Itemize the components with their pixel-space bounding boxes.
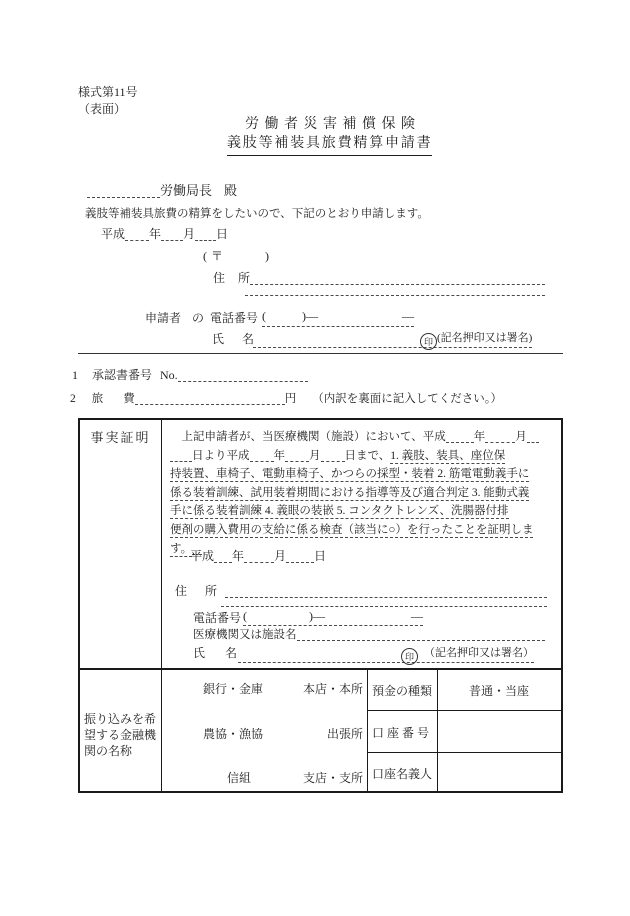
text-segment: 氏 xyxy=(193,646,206,660)
applicant-name-label xyxy=(212,331,254,347)
fact-text-line xyxy=(170,484,562,503)
text-segment: 住 xyxy=(175,584,188,598)
text-segment: 年 xyxy=(473,431,486,443)
text-segment: 日 xyxy=(216,227,229,241)
spacer xyxy=(325,619,411,620)
applicant-phone-label xyxy=(145,310,258,326)
blank-fill-field xyxy=(178,369,308,382)
text-segment: 平成 xyxy=(101,227,126,241)
text-segment: 年 xyxy=(273,449,285,462)
institution-name-line xyxy=(193,627,545,643)
text-segment: 月 xyxy=(309,449,321,462)
spacer xyxy=(318,319,402,320)
certifier-address-blank-2 xyxy=(221,592,547,608)
text-segment: 医療機関又は施設名 xyxy=(193,629,297,641)
fact-certification-text xyxy=(170,428,562,558)
text-segment: 年 xyxy=(232,549,245,563)
spacer xyxy=(247,619,309,620)
seal-mark: 印 xyxy=(401,648,418,665)
blank-fill-field xyxy=(245,283,545,296)
form-number: 様式第11号 xyxy=(78,85,138,99)
text-segment: — xyxy=(402,309,414,323)
addressee-line xyxy=(87,183,237,199)
bank-type-option: 銀行・金庫 xyxy=(203,682,264,696)
applicant-name-field xyxy=(253,329,532,348)
text-segment: 2 xyxy=(70,393,76,405)
certifier-name-label xyxy=(193,645,237,661)
blank-fill-field xyxy=(321,449,345,462)
fact-certification-label: 事実証明 xyxy=(90,430,151,445)
branch-type-option: 本店・本所 xyxy=(302,682,363,696)
application-statement: 義肢等補装具旅費の精算をしたいので、下記のとおり申請します。 xyxy=(85,208,429,220)
account-number-label: 口座番号 xyxy=(371,726,432,740)
blank-fill-field xyxy=(297,628,545,641)
text-segment: 円 xyxy=(284,393,297,405)
text-segment: 承認書番号 xyxy=(92,368,153,382)
text-segment: 電話番号 xyxy=(210,311,259,325)
fact-text-line xyxy=(170,465,562,484)
spacer xyxy=(152,378,160,379)
spacer xyxy=(225,281,238,282)
text-segment: 日 xyxy=(314,549,327,563)
underlined-text: 持装置、車椅子、電動車椅子、かつらの採型・装着 2. 筋電電動義手に xyxy=(170,468,530,481)
text-segment: の xyxy=(192,311,205,325)
blank-fill-field xyxy=(161,228,183,241)
certifier-address-label xyxy=(175,583,217,599)
text-segment: 住 xyxy=(213,271,226,285)
bank-label-line: 望する金融機 xyxy=(84,728,157,742)
side-label: （表面） xyxy=(78,102,127,116)
fact-text-line xyxy=(170,447,562,466)
text-segment: 所 xyxy=(205,584,218,598)
text-segment: No. xyxy=(160,368,178,382)
text-segment: ( xyxy=(262,309,266,323)
certifier-date-line xyxy=(190,548,326,564)
text-segment: 平成 xyxy=(190,549,215,563)
postal-code-line xyxy=(203,248,269,264)
application-date-line xyxy=(101,226,228,242)
blank-fill-field xyxy=(87,185,160,198)
bank-row-divider-2 xyxy=(367,752,561,753)
spacer xyxy=(187,594,205,595)
bank-row-divider-1 xyxy=(367,710,561,711)
insurance-title: 労働者災害補償保険 xyxy=(245,117,421,132)
branch-type-option: 支店・支所 xyxy=(302,771,363,785)
text-segment: ( xyxy=(243,609,247,623)
blank-fill-field xyxy=(285,449,309,462)
blank-fill-field xyxy=(286,550,314,563)
spacer xyxy=(223,259,265,260)
branch-type-option: 出張所 xyxy=(326,727,363,741)
underlined-text: す。 xyxy=(170,542,193,555)
underlined-text: 係る装着訓練、試用装着期間における指導等及び適合判定 3. 能動式義 xyxy=(170,486,530,499)
blank-fill-field xyxy=(170,449,192,462)
section-divider xyxy=(78,353,563,354)
fact-text-line xyxy=(170,428,562,447)
text-segment: — xyxy=(411,609,423,623)
blank-fill-field xyxy=(527,430,539,443)
document-title: 義肢等補装具旅費精算申請書 xyxy=(227,136,432,156)
spacer xyxy=(103,401,123,402)
blank-fill-field xyxy=(214,550,232,563)
text-segment: 氏 xyxy=(212,332,225,346)
applicant-phone-field xyxy=(262,309,414,327)
text-segment: 月 xyxy=(183,227,196,241)
text-segment: 上記申請者が、当医療機関（施設）において、平成 xyxy=(170,431,446,443)
bank-label-line: 関の名称 xyxy=(84,744,133,758)
certifier-phone-label: 電話番号 xyxy=(193,611,242,625)
applicant-address-blank-2 xyxy=(245,281,545,297)
text-segment: ) xyxy=(265,249,270,263)
label-column-divider xyxy=(161,420,162,791)
blank-fill-field xyxy=(485,430,515,443)
text-segment: )— xyxy=(309,609,325,623)
approval-number-line xyxy=(72,367,308,383)
text-segment: （内訳を裏面に記入してください。） xyxy=(312,393,502,405)
bank-section-label xyxy=(84,711,160,759)
underlined-text: 1. 義肢、装具、座位保 xyxy=(390,449,506,462)
text-segment: 費 xyxy=(123,393,135,405)
text-segment: 日より平成 xyxy=(192,449,250,462)
certification-table xyxy=(78,418,563,793)
fact-text-line xyxy=(170,502,562,521)
blank-fill-field xyxy=(195,228,216,241)
text-segment: 殿 xyxy=(224,183,238,198)
certifier-phone-field xyxy=(243,609,423,626)
blank-fill-field xyxy=(125,228,149,241)
blank-fill-field xyxy=(250,449,274,462)
seal-note: （記名押印又は署名） xyxy=(424,647,534,659)
text-segment: 所 xyxy=(238,271,251,285)
seal-mark: 印 xyxy=(420,333,437,350)
bank-label-line: 振り込みを希 xyxy=(84,712,157,726)
text-segment: 名 xyxy=(225,646,238,660)
underlined-text: 便剤の購入費用の支給に係る検査（該当に○）を行ったことを証明しま xyxy=(170,523,534,536)
blank-fill-field xyxy=(244,550,274,563)
bank-type-option: 信組 xyxy=(227,771,252,785)
travel-expense-line xyxy=(70,391,502,407)
spacer xyxy=(266,319,302,320)
account-holder-label: 口座名義人 xyxy=(371,767,432,781)
spacer xyxy=(78,378,92,379)
text-segment: 旅 xyxy=(91,393,104,405)
text-segment: 月 xyxy=(515,431,527,443)
deposit-type-label: 預金の種類 xyxy=(371,684,432,698)
spacer xyxy=(76,401,92,402)
text-segment: 月 xyxy=(274,549,287,563)
text-segment: ( xyxy=(203,249,207,263)
deposit-type-value: 普通・当座 xyxy=(468,684,529,698)
text-segment: 〒 xyxy=(211,249,224,263)
text-segment: 日まで、 xyxy=(344,449,391,462)
certifier-name-field xyxy=(238,644,534,663)
blank-fill-field xyxy=(221,594,547,607)
name-blank-space xyxy=(253,340,420,341)
spacer xyxy=(224,342,242,343)
text-segment: )— xyxy=(302,309,318,323)
underlined-text: 手に係る装着訓練 4. 義眼の装嵌 5. コンタクトレンズ、洗腸器付排 xyxy=(170,505,509,518)
text-segment: 1 xyxy=(72,368,78,382)
fact-bank-divider xyxy=(80,668,561,670)
fact-text-line xyxy=(170,521,562,540)
text-segment: 労働局長 xyxy=(160,183,213,198)
blank-fill-field xyxy=(135,392,285,405)
bank-type-option: 農協・漁協 xyxy=(203,727,264,741)
seal-note: (記名押印又は署名) xyxy=(437,332,533,344)
text-segment: 名 xyxy=(242,332,255,346)
name-blank-space xyxy=(238,655,401,656)
spacer xyxy=(181,321,192,322)
spacer xyxy=(296,401,312,402)
spacer xyxy=(205,656,225,657)
blank-fill-field xyxy=(446,430,474,443)
text-segment: 申請者 xyxy=(145,311,182,325)
spacer xyxy=(212,194,224,195)
text-segment: 年 xyxy=(149,227,162,241)
